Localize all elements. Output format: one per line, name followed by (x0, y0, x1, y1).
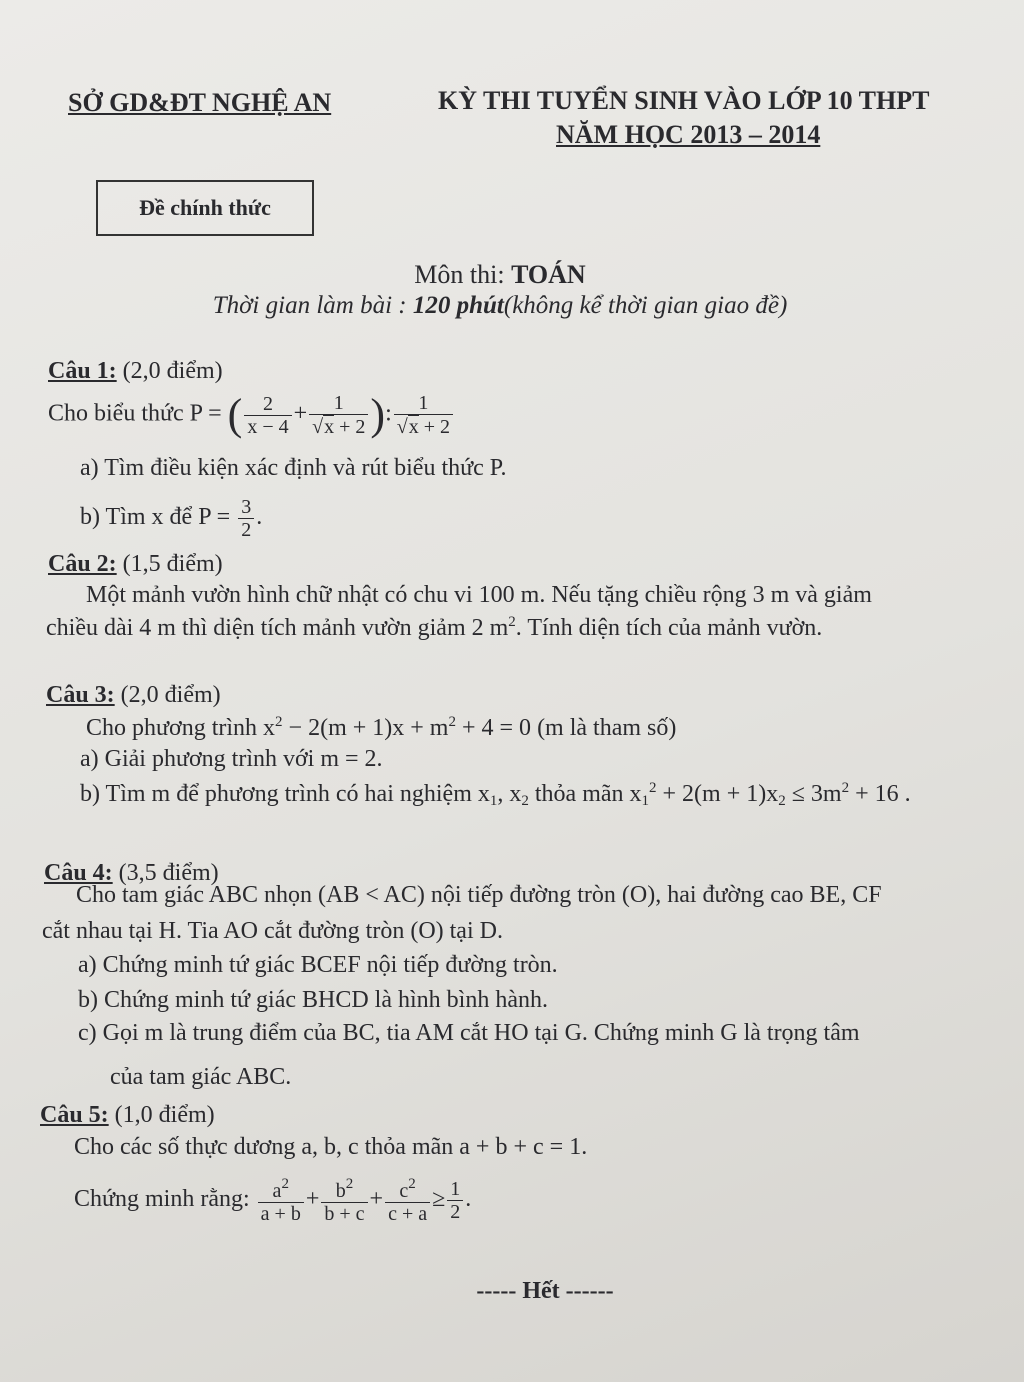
q1-b-frac: $\frac{3}{2}$ (238, 496, 254, 541)
q5-heading: Câu 5: (1,0 điểm) (40, 1102, 215, 1128)
time-duration: 120 phút (412, 292, 504, 319)
school-year: NĂM HỌC 2013 – 2014 (556, 120, 821, 149)
q4-line-2: cắt nhau tại H. Tia AO cắt đường tròn (O) tại D. (42, 918, 503, 944)
end-mark: ----- Hết ------ (476, 1278, 614, 1304)
q3-part-a: a) Giải phương trình với m = 2. (80, 746, 383, 772)
subject-line: Môn thi: TOÁN (414, 260, 586, 289)
q1-part-b: b) Tìm x để P = $\frac{3}{2}$ . (80, 496, 263, 541)
time-line: Thời gian làm bài : 120 phút(không kể thời gian giao đề) (212, 292, 788, 319)
q1-heading: Câu 1: (2,0 điểm) (48, 358, 223, 384)
q5-frac-3: $\frac{c^2}{c + a}$ (385, 1176, 430, 1225)
q5-frac-1: $\frac{a^2}{a + b}$ (258, 1176, 304, 1225)
q2-line-2: chiều dài 4 m thì diện tích mảnh vườn giảm 2 $m^2$. Tính diện tích của mảnh vườn. (46, 614, 823, 641)
q4-line-1: Cho tam giác ABC nhọn (AB < AC) nội tiếp đường tròn (O), hai đường cao BE, CF (76, 882, 882, 908)
department-name: SỞ GD&ĐT NGHỆ AN (68, 88, 332, 117)
q4-part-b: b) Chứng minh tứ giác BHCD là hình bình hành. (78, 987, 548, 1013)
q5-intro: Cho các số thực dương a, b, c thỏa mãn a + b + c = 1. (74, 1134, 588, 1160)
q5-frac-4: $\frac{1}{2}$ (447, 1178, 463, 1223)
q1-frac-2: $\frac{1}{√x + 2}$ (309, 392, 368, 438)
official-label: Đề chính thức (139, 195, 271, 220)
subject-name: TOÁN (511, 260, 586, 289)
q1-expression: Cho biểu thức P = ( $\frac{2}{x - 4}$ + $\frac{1}{√x + 2}$ ): $\frac{1}{√x + 2}$ (48, 392, 455, 438)
q5-frac-2: $\frac{b^2}{b + c}$ (321, 1176, 367, 1225)
q3-intro: Cho phương trình $x^2 - 2(m + 1)x + m^2 + 4 = 0$ (m là tham số) (86, 714, 677, 741)
q2-line-1: Một mảnh vườn hình chữ nhật có chu vi 100 m. Nếu tặng chiều rộng 3 m và giảm (86, 582, 872, 608)
q3-part-b: b) Tìm m để phương trình có hai nghiệm $x_1$, $x_2$ thỏa mãn $x_1^2 + 2(m + 1)x_2 \le 3m^2 + 16$ . (80, 780, 911, 809)
q1-frac-1: $\frac{2}{x - 4}$ (244, 393, 291, 438)
q4-heading: Câu 4: (3,5 điểm) (44, 860, 219, 886)
q1-part-a: a) Tìm điều kiện xác định và rút biểu thức P. (80, 455, 507, 481)
official-exam-box (96, 180, 314, 236)
q1-frac-3: $\frac{1}{√x + 2}$ (394, 392, 453, 438)
q4-part-c-line-1: c) Gọi m là trung điểm của BC, tia AM cắt HO tại G. Chứng minh G là trọng tâm (78, 1020, 860, 1046)
exam-title: KỲ THI TUYỂN SINH VÀO LỚP 10 THPT (438, 86, 930, 115)
q4-part-a: a) Chứng minh tứ giác BCEF nội tiếp đường tròn. (78, 952, 558, 978)
q3-heading: Câu 3: (2,0 điểm) (46, 682, 221, 708)
q5-inequality: Chứng minh rằng: $\frac{a^2}{a + b}$ + $\frac{b^2}{b + c}$ + $\frac{c^2}{c + a}$ ≥ $\frac{1}{2}$ . (74, 1176, 472, 1225)
q4-part-c-line-2: của tam giác ABC. (110, 1064, 292, 1090)
q2-heading: Câu 2: (1,5 điểm) (48, 551, 223, 577)
